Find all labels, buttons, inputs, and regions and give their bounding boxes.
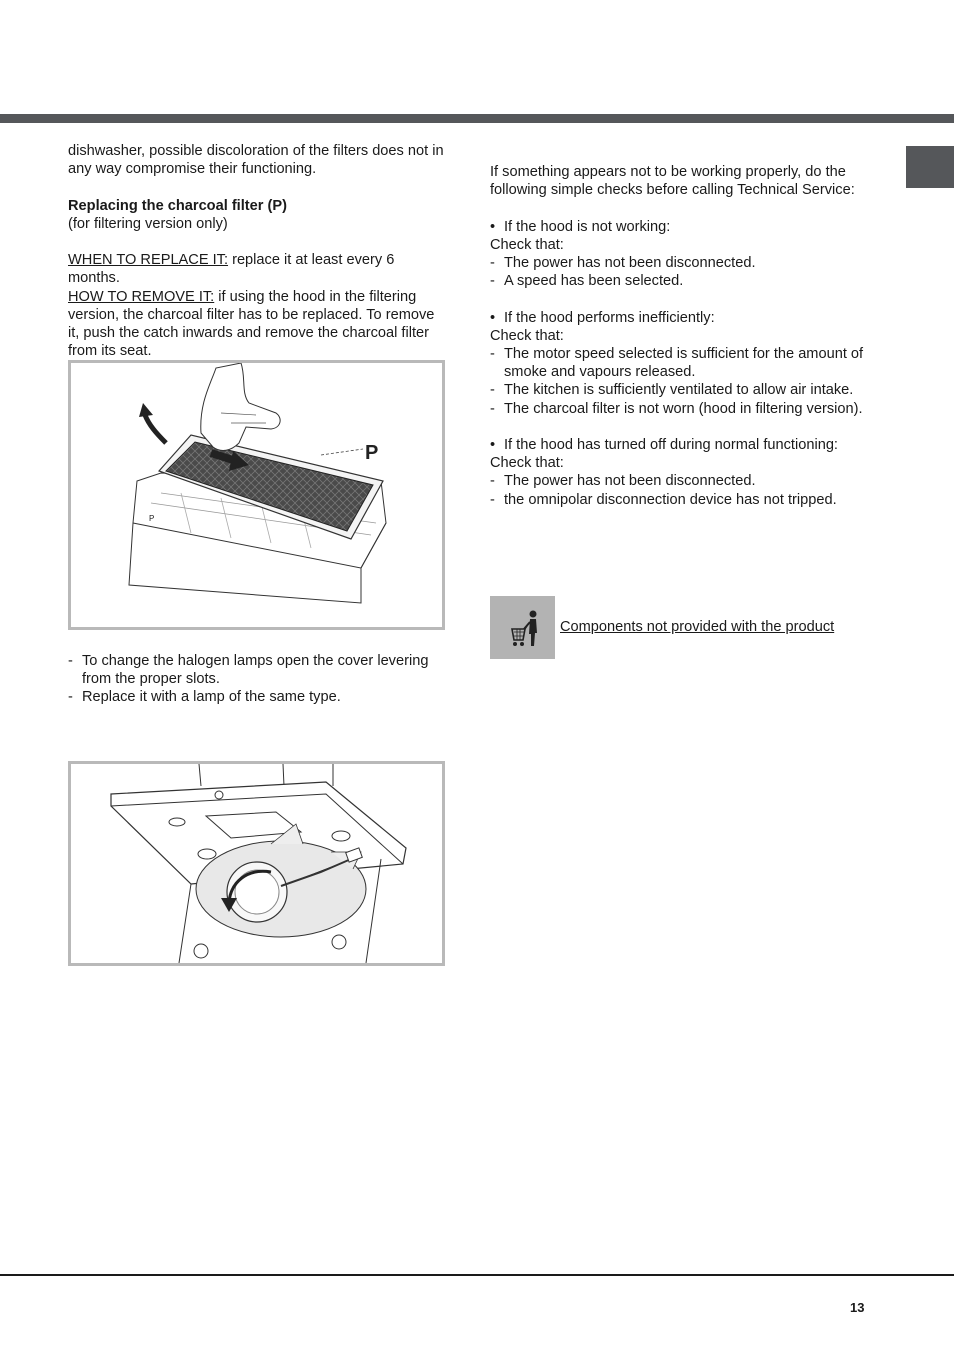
- check-group-title-text: If the hood has turned off during normal functioning:: [504, 437, 838, 453]
- bullet-marker: •: [490, 437, 496, 453]
- check-group-title: [490, 218, 875, 236]
- components-note: [490, 596, 834, 659]
- section-tab: [906, 146, 954, 188]
- components-label: Components not provided with the product: [560, 619, 835, 636]
- lamp-item: [68, 652, 448, 688]
- dash-marker: -: [68, 689, 73, 706]
- when-text: replace it at least every 6 months.: [68, 252, 395, 287]
- check-group-title: [490, 436, 875, 454]
- charcoal-heading: Replacing the charcoal filter (P): [68, 197, 287, 214]
- check-group: [490, 436, 875, 509]
- lamp-instructions: [68, 652, 448, 707]
- check-item: [490, 272, 875, 290]
- check-item: [490, 345, 875, 381]
- dash-marker: -: [490, 473, 495, 490]
- check-group-title-text: If the hood is not working:: [504, 218, 671, 235]
- how-to-remove: [68, 288, 448, 361]
- filter-callout-label: P: [365, 442, 379, 464]
- when-to-replace: [68, 251, 448, 287]
- check-group: [490, 309, 875, 418]
- check-group: [490, 218, 875, 291]
- check-item-text: The power has not been disconnected.: [504, 473, 756, 490]
- right-column: [490, 163, 875, 509]
- lamp-item-text: To change the halogen lamps open the cover levering from the proper slots.: [82, 653, 429, 688]
- how-text: if using the hood in the filtering version, the charcoal filter has to be replaced. To remove it, push the catch inwards and remove the charcoal filter from its seat.: [68, 288, 435, 360]
- left-column: [68, 142, 448, 360]
- check-item-text: the omnipolar disconnection device has not tripped.: [504, 491, 837, 508]
- charcoal-filter-illustration: [71, 363, 442, 627]
- troubleshooting-intro: If something appears not to be working properly, do the following simple checks before calling Technical Service:: [490, 164, 855, 199]
- check-that-label: Check that:: [490, 455, 564, 472]
- bullet-marker: •: [490, 309, 496, 326]
- check-that-label: Check that:: [490, 236, 564, 253]
- dash-marker: -: [490, 346, 495, 362]
- check-group-title-text: If the hood performs inefficiently:: [504, 309, 715, 326]
- halogen-lamp-figure: [68, 761, 445, 966]
- filter-small-label: P: [149, 514, 155, 523]
- check-item-text: A speed has been selected.: [504, 273, 684, 290]
- check-that-label: Check that:: [490, 327, 564, 344]
- lamp-item-text: Replace it with a lamp of the same type.: [82, 689, 341, 706]
- dash-marker: -: [490, 400, 495, 417]
- how-label: HOW TO REMOVE IT:: [68, 288, 215, 305]
- charcoal-filter-figure: [68, 360, 445, 630]
- check-item-text: The motor speed selected is sufficient for the amount of smoke and vapours released.: [504, 346, 864, 381]
- check-item: [490, 472, 875, 490]
- dash-marker: -: [68, 653, 73, 669]
- shopping-cart-icon: [490, 596, 555, 659]
- check-item-text: The power has not been disconnected.: [504, 255, 756, 271]
- lamp-item: [68, 688, 448, 706]
- when-label: WHEN TO REPLACE IT:: [68, 252, 229, 269]
- check-item-text: The kitchen is sufficiently ventilated to allow air intake.: [504, 382, 854, 399]
- check-item-text: The charcoal filter is not worn (hood in filtering version).: [504, 400, 863, 417]
- dash-marker: -: [490, 382, 495, 399]
- page-number: 13: [850, 1300, 865, 1315]
- dash-marker: -: [490, 255, 495, 271]
- check-item: [490, 491, 875, 509]
- check-item: [490, 254, 875, 272]
- halogen-lamp-illustration: [71, 764, 442, 963]
- charcoal-subheading: (for filtering version only): [68, 215, 228, 232]
- check-group-title: [490, 309, 875, 327]
- dash-marker: -: [490, 491, 495, 508]
- bullet-marker: •: [490, 218, 496, 235]
- intro-text: dishwasher, possible discoloration of the filters does not in any way compromise their functioning.: [68, 143, 444, 178]
- dash-marker: -: [490, 273, 495, 290]
- check-item: [490, 400, 875, 418]
- footer-rule: [0, 1274, 954, 1276]
- header-bar: [0, 114, 954, 123]
- check-item: [490, 381, 875, 399]
